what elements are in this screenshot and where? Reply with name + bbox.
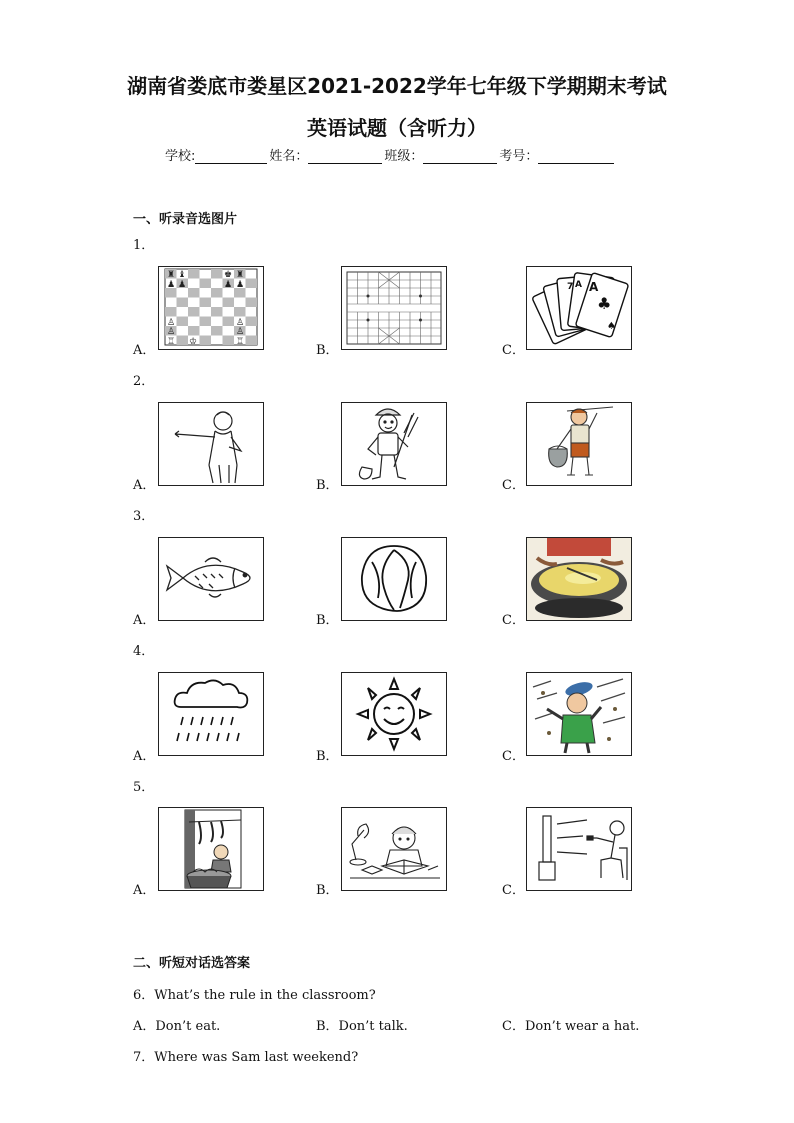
svg-text:♜: ♜ [236,270,245,280]
exam-subtitle: 英语试题（含听力） [307,116,487,140]
name-label: 姓名： [269,149,309,164]
svg-text:♟: ♟ [167,280,176,290]
boy-studying-icon[interactable] [341,807,447,891]
svg-text:♟: ♟ [178,280,187,290]
windy-weather-icon[interactable] [526,672,632,756]
man-pointing-icon[interactable] [158,402,264,486]
option-label[interactable]: C． [502,883,525,898]
washing-clothes-icon[interactable] [158,807,264,891]
svg-text:♚: ♚ [224,270,233,280]
question-6: 6．What’s the rule in the classroom? [133,988,376,1003]
school-blank[interactable] [195,149,267,164]
option-label[interactable]: B． [316,749,339,764]
option-label[interactable]: C． [502,343,525,358]
option-label[interactable]: C． [502,478,525,493]
option-label[interactable]: A． [133,883,156,898]
option-label[interactable]: C． [502,749,525,764]
chinese-chess-board-icon[interactable] [341,266,447,350]
sun-icon[interactable] [341,672,447,756]
option-label[interactable]: C． [502,613,525,628]
option-label[interactable]: B． [316,343,339,358]
question-7: 7．Where was Sam last weekend? [133,1050,359,1065]
svg-text:7: 7 [567,282,574,292]
q6-option-c[interactable]: C．Don’t wear a hat. [502,1019,640,1034]
svg-text:♖: ♖ [236,337,245,347]
fish-icon[interactable] [158,537,264,621]
option-label[interactable]: A． [133,749,156,764]
option-label[interactable]: B． [316,478,339,493]
pancake-cooking-icon[interactable] [526,537,632,621]
option-label[interactable]: A． [133,343,156,358]
option-label[interactable]: A． [133,478,156,493]
svg-text:♝: ♝ [178,270,187,280]
svg-text:A: A [575,280,582,290]
q6-option-a[interactable]: A．Don’t eat. [133,1019,221,1034]
cabbage-icon[interactable] [341,537,447,621]
exam-title: 湖南省娄底市娄星区2021-2022学年七年级下学期期末考试 [127,74,667,98]
svg-text:♣: ♣ [597,294,612,313]
playing-cards-icon[interactable] [526,266,632,350]
svg-text:♙: ♙ [236,318,245,328]
boy-with-shovel-icon[interactable] [341,402,447,486]
watching-tv-icon[interactable] [526,807,632,891]
name-blank[interactable] [308,149,382,164]
boy-with-basket-icon[interactable] [526,402,632,486]
option-label[interactable]: B． [316,613,339,628]
student-info [165,145,616,164]
section-heading-2: 二、听短对话选答案 [133,956,251,971]
q6-option-b[interactable]: B．Don’t talk. [316,1019,408,1034]
svg-text:♖: ♖ [167,337,176,347]
class-blank[interactable] [423,149,497,164]
svg-text:♙: ♙ [167,318,176,328]
svg-text:♙: ♙ [167,327,176,337]
question-number: 3． [133,509,155,524]
school-label: 学校: [165,149,196,164]
rain-cloud-icon[interactable] [158,672,264,756]
option-label[interactable]: A． [133,613,156,628]
number-label: 考号： [499,149,539,164]
question-number: 2． [133,374,155,389]
svg-text:♙: ♙ [236,327,245,337]
svg-text:♜: ♜ [167,270,176,280]
svg-text:♔: ♔ [189,337,198,347]
section-heading-1: 一、听录音选图片 [133,212,238,227]
question-number: 5． [133,780,155,795]
number-blank[interactable] [538,149,614,164]
chess-board-icon[interactable] [158,266,264,350]
svg-text:♠: ♠ [607,321,616,332]
question-number: 1． [133,238,155,253]
svg-text:♟: ♟ [236,280,245,290]
class-label: 班级： [384,149,424,164]
question-number: 4． [133,644,155,659]
svg-text:A: A [589,280,599,294]
svg-text:♟: ♟ [224,280,233,290]
option-label[interactable]: B． [316,883,339,898]
